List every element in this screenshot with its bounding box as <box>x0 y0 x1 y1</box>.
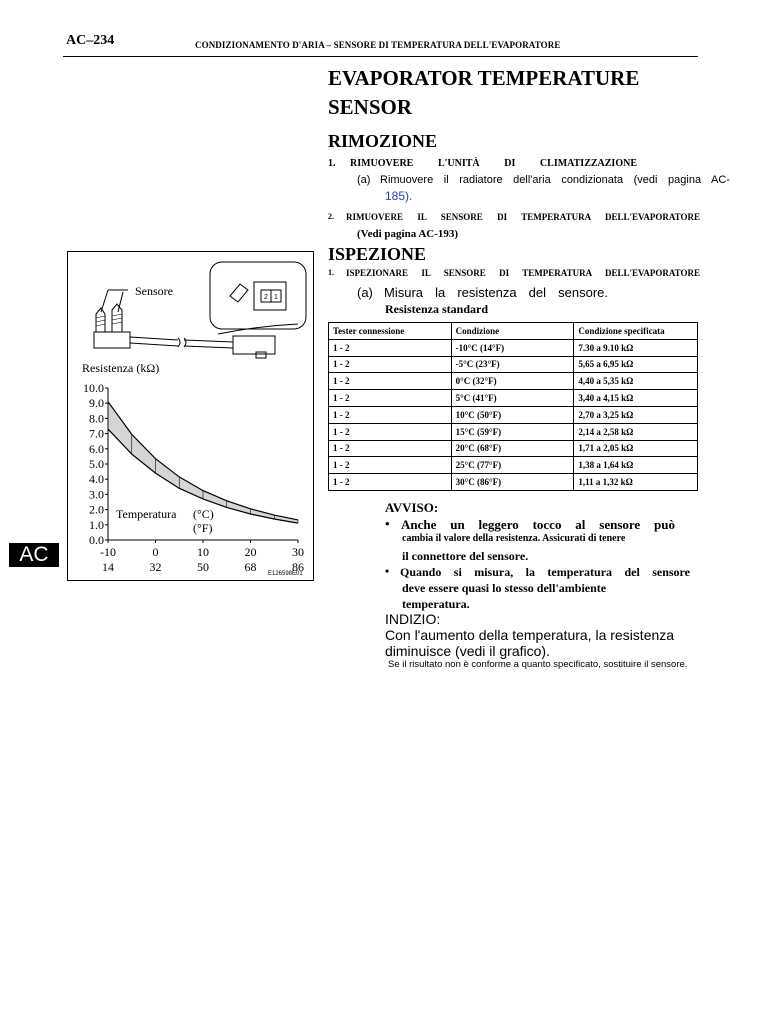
removal-step1a-text: Rimuovere il radiatore dell'aria condizionata (vedi pagina AC- <box>380 174 730 186</box>
table-cell: 20°C (68°F) <box>451 440 574 457</box>
table-row <box>329 457 698 474</box>
inspection-step1a-text: Misura la resistenza del sensore. <box>384 285 608 300</box>
chart-y-tick-label: 4.0 <box>89 472 104 487</box>
chart-tolerance-band <box>108 402 298 523</box>
notice-b2-line3: temperatura. <box>402 597 470 611</box>
notice-heading: AVVISO: <box>385 500 439 515</box>
table-cell: -10°C (14°F) <box>451 339 574 356</box>
chart-x-tick-label-f: 86 <box>292 560 304 574</box>
sensor-label: Sensore <box>135 284 173 298</box>
chart-y-tick-label: 9.0 <box>89 396 104 411</box>
notice-b1-line3: il connettore del sensore. <box>402 549 529 563</box>
table-cell: 1 - 2 <box>329 339 452 356</box>
chart-x-tick-label-f: 14 <box>102 560 114 574</box>
table-row <box>329 406 698 423</box>
table-cell: 25°C (77°F) <box>451 457 574 474</box>
chart-xlabel: Temperatura <box>116 507 177 521</box>
removal-step2-num: 2. <box>328 212 334 221</box>
table-header-cell: Condizione specificata <box>574 323 698 340</box>
inspection-heading: ISPEZIONE <box>328 244 427 264</box>
sensor-figure <box>67 251 314 581</box>
chart-x-tick-label-f: 68 <box>244 560 257 574</box>
notice-b1-line1: Anche un leggero tocco al sensore può <box>401 517 675 532</box>
chart-x-tick-label-c: 20 <box>244 545 257 559</box>
inspection-step1-text: ISPEZIONARE IL SENSORE DI TEMPERATURA DELL'EVAPORATORE <box>346 268 700 278</box>
chart-y-tick-label: 10.0 <box>83 381 104 395</box>
section-tab-ac: AC <box>9 543 59 567</box>
table-cell: 1 - 2 <box>329 440 452 457</box>
bullet-dot: • <box>385 516 390 531</box>
chart-x-tick-label-c: 0 <box>152 545 159 559</box>
table-cell: 3,40 a 4,15 kΩ <box>574 390 698 407</box>
chart-x-tick-label-f: 32 <box>149 560 162 574</box>
chart-x-tick-label-c: 30 <box>292 545 304 559</box>
table-row <box>329 390 698 407</box>
chart-upper-line <box>108 402 298 520</box>
chart-ylabel: Resistenza (kΩ) <box>82 361 160 375</box>
page-title-line2: SENSOR <box>328 95 413 119</box>
table-cell: 5°C (41°F) <box>451 390 574 407</box>
removal-step1-text: RIMUOVERE L'UNITÀ DI CLIMATIZZAZIONE <box>350 158 637 169</box>
table-row <box>329 423 698 440</box>
chart-x-tick-label-c: 10 <box>197 545 209 559</box>
chart-y-tick-label: 5.0 <box>89 457 104 471</box>
hint-footnote: Se il risultato non è conforme a quanto specificato, sostituire il sensore. <box>388 659 688 670</box>
notice-b2-line1: Quando si misura, la temperatura del sensore <box>400 565 690 579</box>
chart-y-tick-label: 8.0 <box>89 411 104 426</box>
bullet-dot: • <box>385 564 390 578</box>
figure-code: E126598E01 <box>268 571 303 577</box>
table-cell: 1 - 2 <box>329 390 452 407</box>
resistance-table <box>328 322 698 491</box>
table-cell: 5,65 a 6,95 kΩ <box>574 356 698 373</box>
table-cell: 0°C (32°F) <box>451 373 574 390</box>
removal-step2-text: RIMUOVERE IL SENSORE DI TEMPERATURA DELL'EVAPORATORE <box>346 212 700 222</box>
removal-step1a-ref <box>385 189 412 203</box>
table-row <box>329 373 698 390</box>
chart-y-tick-label: 6.0 <box>89 441 104 456</box>
chart-x-tick-label-c: -10 <box>100 545 116 559</box>
table-cell: 15°C (59°F) <box>451 423 574 440</box>
removal-step2-note: (Vedi pagina AC-193) <box>357 228 459 240</box>
page-link-185[interactable]: 185 <box>385 189 406 203</box>
table-header-cell: Tester connessione <box>329 323 452 340</box>
page-code: AC–234 <box>66 33 115 48</box>
table-cell: 1,11 a 1,32 kΩ <box>574 474 698 491</box>
table-cell: 1,71 a 2,05 kΩ <box>574 440 698 457</box>
page-title <box>328 64 668 122</box>
sensor-hatch <box>96 314 122 326</box>
table-cell: 1 - 2 <box>329 406 452 423</box>
removal-step1a-label: (a) <box>357 174 371 186</box>
table-cell: 7.30 a 9.10 kΩ <box>574 339 698 356</box>
pin-label: 1 <box>274 294 278 301</box>
table-cell: 4,40 a 5,35 kΩ <box>574 373 698 390</box>
table-row <box>329 339 698 356</box>
pin-label: 2 <box>264 294 268 301</box>
inspection-step1a-label: (a) <box>357 285 373 300</box>
table-row <box>329 356 698 373</box>
running-title: CONDIZIONAMENTO D'ARIA – SENSORE DI TEMPERATURA DELL'EVAPORATORE <box>195 40 561 50</box>
chart-y-tick-label: 0.0 <box>89 533 104 547</box>
table-cell: 1 - 2 <box>329 457 452 474</box>
table-row <box>329 440 698 457</box>
table-cell: 1,38 a 1,64 kΩ <box>574 457 698 474</box>
chart-y-tick-label: 3.0 <box>89 487 104 502</box>
page-link-end: ). <box>405 189 413 203</box>
chart-unit-f: (°F) <box>193 521 213 535</box>
chart-y-tick-label: 2.0 <box>89 502 104 517</box>
table-cell: 1 - 2 <box>329 356 452 373</box>
page-title-line1: EVAPORATOR TEMPERATURE <box>328 66 640 90</box>
table-title: Resistenza standard <box>385 302 489 316</box>
chart-unit-c: (°C) <box>193 507 214 521</box>
table-cell: 30°C (86°F) <box>451 474 574 491</box>
table-cell: -5°C (23°F) <box>451 356 574 373</box>
chart-y-tick-label: 7.0 <box>89 426 104 441</box>
notice-b1-line2: cambia il valore della resistenza. Assicurati di tenere <box>402 533 626 544</box>
sensor-illustration <box>94 262 306 358</box>
notice-b2-line2: deve essere quasi lo stesso dell'ambiente <box>402 581 607 595</box>
table-cell: 1 - 2 <box>329 474 452 491</box>
hint-line1: Con l'aumento della temperatura, la resistenza <box>385 627 675 643</box>
table-cell: 1 - 2 <box>329 373 452 390</box>
table-cell: 10°C (50°F) <box>451 406 574 423</box>
table-header-row <box>329 323 698 340</box>
hint-heading: INDIZIO: <box>385 611 441 627</box>
hint-line2: diminuisce (vedi il grafico). <box>385 643 550 659</box>
header-rule <box>63 56 698 57</box>
removal-heading: RIMOZIONE <box>328 131 438 151</box>
sensor-figure-svg <box>68 252 313 580</box>
chart-x-tick-label-f: 50 <box>197 560 209 574</box>
table-cell: 1 - 2 <box>329 423 452 440</box>
chart-y-tick-label: 1.0 <box>89 517 104 532</box>
inspection-step1-num: 1. <box>328 268 334 277</box>
removal-step1-num: 1. <box>328 158 336 169</box>
resistance-chart <box>83 381 304 574</box>
table-row <box>329 474 698 491</box>
table-cell: 2,70 a 3,25 kΩ <box>574 406 698 423</box>
table-cell: 2,14 a 2,58 kΩ <box>574 423 698 440</box>
table-header-cell: Condizione <box>451 323 574 340</box>
